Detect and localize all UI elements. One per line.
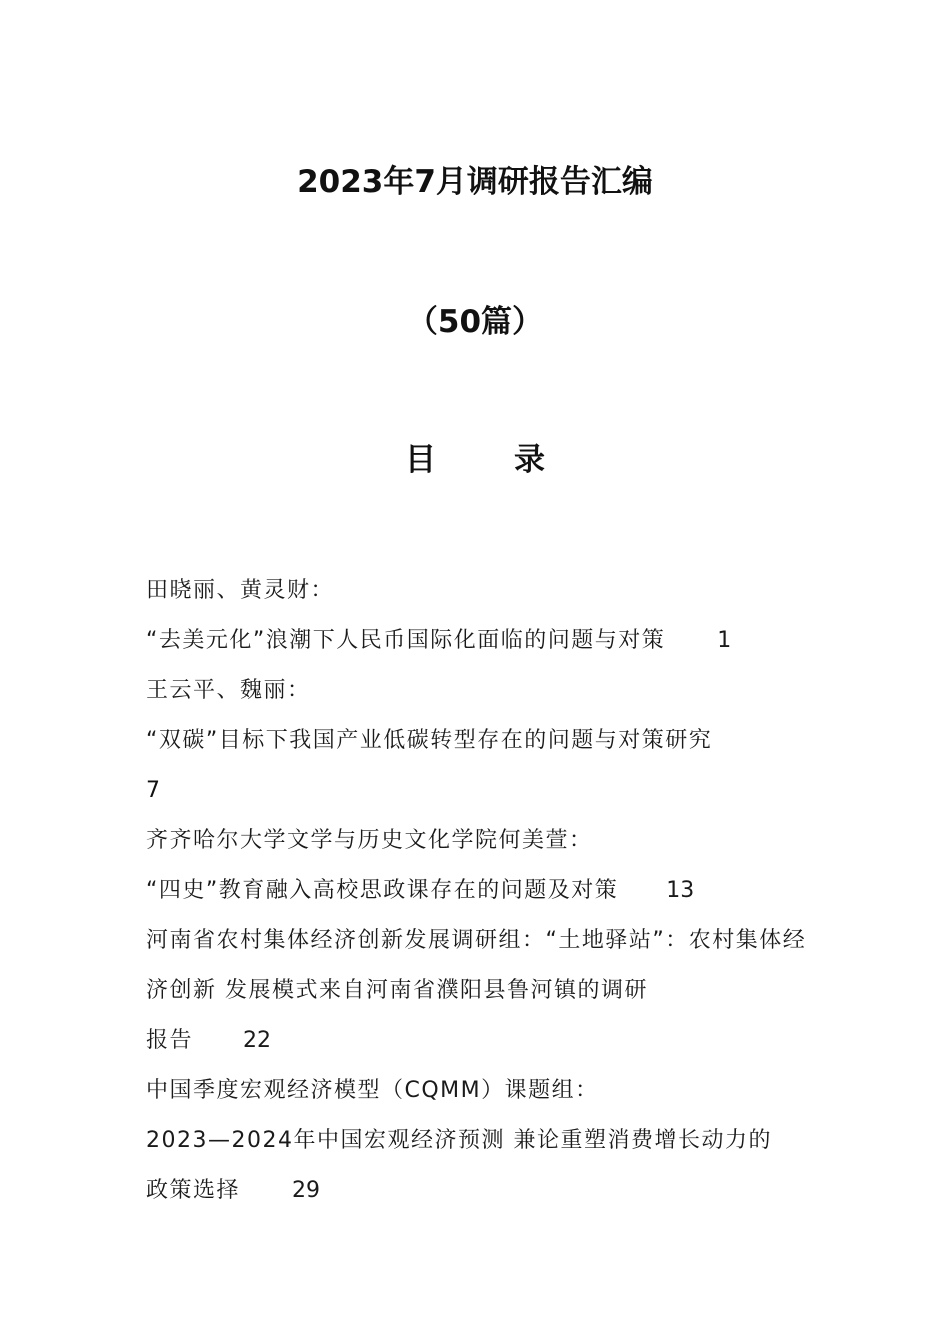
toc-entry-author: 中国季度宏观经济模型（CQMM）课题组：	[146, 1078, 599, 1103]
toc-heading	[0, 434, 950, 479]
toc-entry-title-tail: 政策选择	[146, 1178, 241, 1203]
document-subtitle: （50篇）	[406, 304, 544, 340]
document-title: 2023年7月调研报告汇编	[297, 164, 653, 200]
toc-entry-title-tail: 报告	[146, 1028, 194, 1053]
toc-entry-title: 2023—2024年中国宏观经济预测 兼论重塑消费增长动力的	[146, 1128, 772, 1153]
toc-heading-right: 录	[514, 442, 545, 478]
toc-entry-title: “土地驿站”：农村集体经济创新 发展模式来自河南省濮阳县鲁河镇的调研	[146, 928, 807, 1003]
toc-entry-page: 29	[292, 1178, 321, 1203]
toc-entry-page: 1	[717, 628, 732, 653]
toc-list	[146, 566, 808, 1216]
toc-entry-page: 22	[243, 1028, 272, 1053]
toc-entry-title: “去美元化”浪潮下人民币国际化面临的问题与对策	[146, 628, 666, 653]
toc-entry-author-inline[interactable]	[146, 916, 808, 1016]
toc-heading-left: 目	[405, 442, 436, 478]
toc-entry-title: “四史”教育融入高校思政课存在的问题及对策	[146, 878, 619, 903]
toc-entry-link[interactable]	[146, 1166, 808, 1216]
toc-entry-page: 13	[666, 878, 695, 903]
toc-entry-author: 田晓丽、黄灵财：	[146, 578, 335, 603]
toc-entry-link[interactable]	[146, 716, 808, 766]
toc-entry-link[interactable]	[146, 1016, 808, 1066]
toc-entry-link[interactable]	[146, 1116, 808, 1166]
toc-entry-author: 河南省农村集体经济创新发展调研组：	[146, 928, 546, 953]
toc-entry-link[interactable]	[146, 866, 808, 916]
toc-entry-author: 齐齐哈尔大学文学与历史文化学院何美萱：	[146, 828, 593, 853]
toc-entry-link[interactable]	[146, 616, 808, 666]
toc-entry-title: “双碳”目标下我国产业低碳转型存在的问题与对策研究	[146, 728, 713, 753]
toc-entry-author: 王云平、魏丽：	[146, 678, 311, 703]
toc-entry-page: 7	[146, 778, 160, 803]
